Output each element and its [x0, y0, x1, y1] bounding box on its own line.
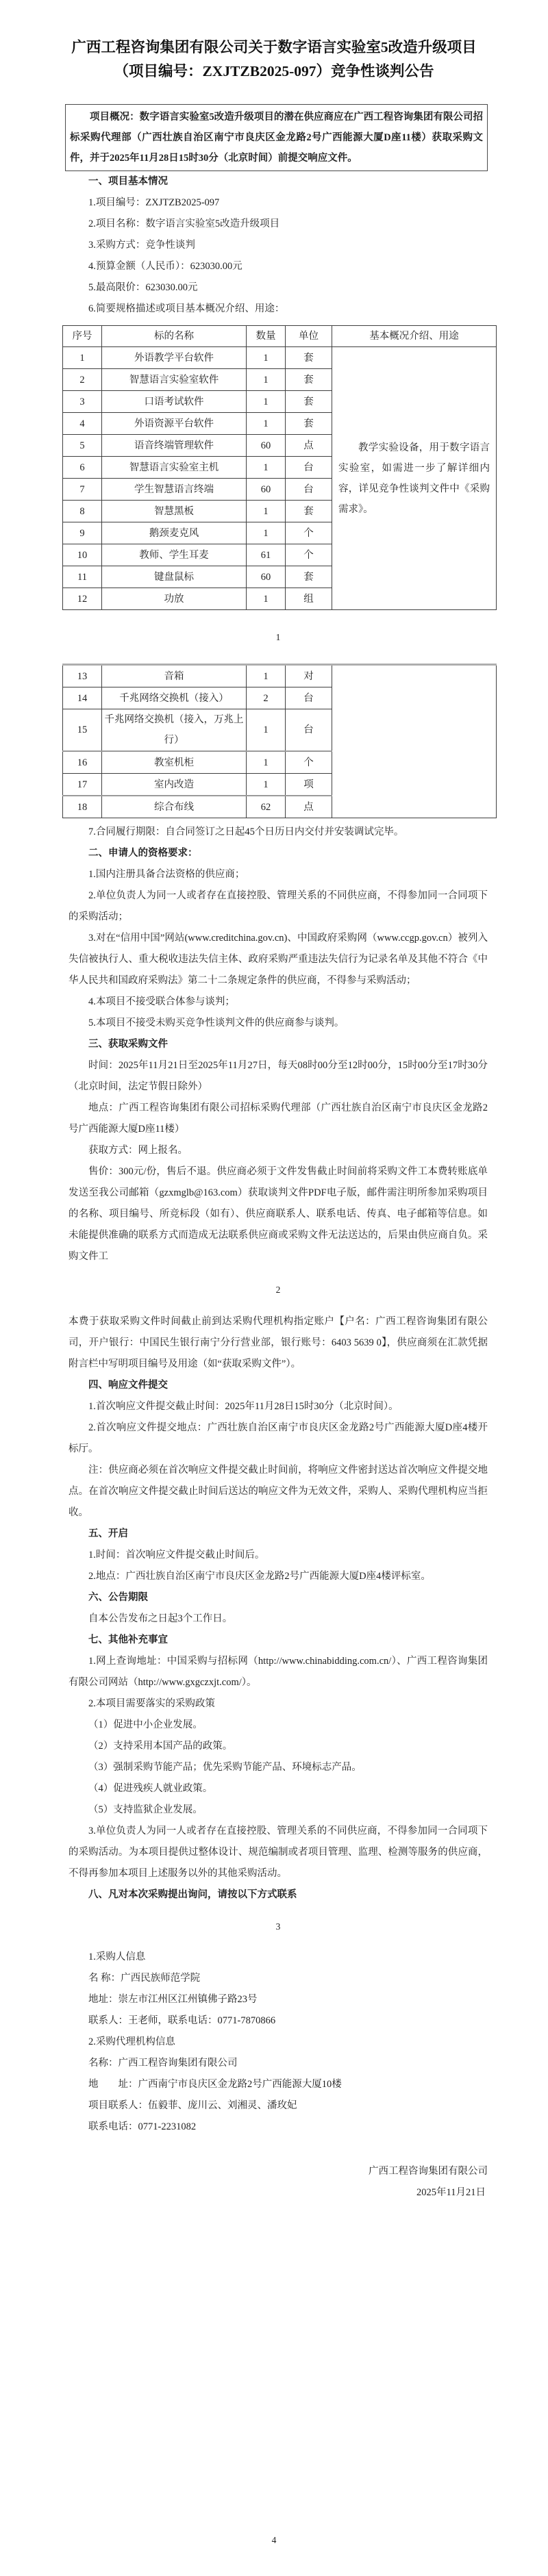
purchaser-contact: 联系人：王老师，联系电话：0771-7870866 [88, 2015, 276, 2026]
cell-seq: 8 [63, 501, 102, 522]
cell-seq: 14 [63, 687, 102, 709]
cell-unit: 套 [286, 347, 332, 369]
paragraph: 1.网上查询地址：中国采购与招标网（http://www.chinabidding.com.cn/）、广西工程咨询集团有限公司网站（http://www.gxgczxjt.com/）。 [68, 1656, 488, 1688]
agency-contacts: 项目联系人：伍毅菲、庞川云、刘湘灵、潘玫妃 [88, 2100, 297, 2111]
page-number-1: 1 [275, 631, 281, 642]
cell-unit: 个 [286, 751, 332, 774]
paragraph: 3.采购方式：竞争性谈判 [88, 240, 195, 251]
cell-seq: 4 [63, 413, 102, 435]
cell-qty: 60 [247, 566, 286, 588]
page-break-2 [68, 1267, 488, 1311]
paragraph: 地点：广西工程咨询集团有限公司招标采购代理部（广西壮族自治区南宁市良庆区金龙路2号广西能源大厦D座11楼） [68, 1102, 488, 1135]
cell-unit: 套 [286, 391, 332, 413]
page-number-4: 4 [271, 2535, 277, 2545]
page-break-3 [68, 1906, 488, 1947]
cell-name: 功放 [102, 588, 247, 610]
paragraph: 5.最高限价：623030.00元 [88, 282, 198, 293]
cell-qty: 60 [247, 435, 286, 457]
cell-name: 外语资源平台软件 [102, 413, 247, 435]
table-row [63, 347, 497, 369]
header-name: 标的名称 [102, 326, 247, 347]
title-line-2: （项目编号：ZXJTZB2025-097）竞争性谈判公告 [114, 63, 434, 79]
cell-seq: 16 [63, 751, 102, 774]
cell-qty: 1 [247, 774, 286, 796]
cell-unit: 套 [286, 369, 332, 391]
cell-name: 智慧黑板 [102, 501, 247, 522]
cell-unit: 台 [286, 479, 332, 501]
purchaser-address: 地址：崇左市江州区江州镇佛子路23号 [88, 1994, 258, 2005]
section-8-heading: 八、凡对本次采购提出询问，请按以下方式联系 [88, 1889, 297, 1900]
cell-qty: 62 [247, 796, 286, 818]
paragraph: 2.首次响应文件提交地点：广西壮族自治区南宁市良庆区金龙路2号广西能源大厦D座4楼开标厅。 [68, 1422, 488, 1454]
document-title [0, 36, 548, 84]
document-body [0, 171, 548, 2204]
agency-address: 地 址：广西南宁市良庆区金龙路2号广西能源大厦10楼 [88, 2079, 342, 2090]
table-note-text: 教学实验设备，用于数字语言实验室，如需进一步了解详细内容，详见竞争性谈判文件中《采购需求》。 [338, 442, 490, 515]
cell-qty: 1 [247, 522, 286, 544]
cell-unit: 组 [286, 588, 332, 610]
page-number-3: 3 [275, 1921, 281, 1932]
page-break-1 [68, 610, 488, 664]
header-note: 基本概况介绍、用途 [332, 326, 497, 347]
cell-unit: 台 [286, 687, 332, 709]
paragraph: 注：供应商必须在首次响应文件提交截止时间前，将响应文件密封送达首次响应文件提交地点。在首次响应文件提交截止时间后送达的响应文件为无效文件，采购人、采购代理机构应当拒收。 [68, 1465, 488, 1518]
paragraph: 1.首次响应文件提交截止时间：2025年11月28日15时30分（北京时间）。 [88, 1401, 399, 1412]
cell-name: 教师、学生耳麦 [102, 544, 247, 566]
title-line-1: 广西工程咨询集团有限公司关于数字语言实验室5改造升级项目 [71, 39, 477, 55]
paragraph: 4.本项目不接受联合体参与谈判； [88, 996, 235, 1007]
cell-qty: 1 [247, 391, 286, 413]
paragraph: 获取方式：网上报名。 [88, 1145, 188, 1156]
cell-seq: 15 [63, 709, 102, 752]
cell-name: 语音终端管理软件 [102, 435, 247, 457]
cell-name: 学生智慧语言终端 [102, 479, 247, 501]
paragraph: 自本公告发布之日起3个工作日。 [88, 1613, 233, 1624]
paragraph: 时间：2025年11月21日至2025年11月27日，每天08时00分至12时00分，15时00分至17时30分（北京时间，法定节假日除外） [68, 1060, 488, 1092]
cell-name: 口语考试软件 [102, 391, 247, 413]
paragraph: 5.本项目不接受未购买竞争性谈判文件的供应商参与谈判。 [88, 1018, 345, 1028]
signature-date: 2025年11月21日 [416, 2187, 486, 2198]
page-break-4 [0, 2204, 548, 2576]
cell-qty: 2 [247, 687, 286, 709]
paragraph: （3）强制采购节能产品；优先采购节能产品、环境标志产品。 [88, 1762, 362, 1773]
paragraph: 7.合同履行期限：自合同签订之日起45个日历日内交付并安装调试完毕。 [88, 826, 404, 837]
cell-unit: 套 [286, 501, 332, 522]
cell-unit: 个 [286, 544, 332, 566]
paragraph: 本费于获取采购文件时间截止前到达采购代理机构指定账户【户名：广西工程咨询集团有限公司，开户银行：中国民生银行南宁分行营业部，银行账号：6403 5639 0】，供应商须在汇款凭据附言栏中写明项目编号及用途（如“获取采购文件”）。 [68, 1316, 488, 1369]
paragraph: 3.对在“信用中国”网站(www.creditchina.gov.cn)、中国政府采购网（www.ccgp.gov.cn）被列入失信被执行人、重大税收违法失信主体、政府采购严重违法失信行为记录名单及其他不符合《中华人民共和国政府采购法》第二十二条规定条件的供应商，不得参与采购活动； [68, 933, 488, 986]
cell-qty: 60 [247, 479, 286, 501]
cell-unit: 点 [286, 435, 332, 457]
cell-qty: 1 [247, 751, 286, 774]
merged-note-cell [332, 347, 497, 610]
project-overview-text: 项目概况：数字语言实验室5改造升级项目的潜在供应商应在广西工程咨询集团有限公司招标采购代理部（广西壮族自治区南宁市良庆区金龙路2号广西能源大厦D座11楼）获取采购文件，并于2025年11月28日15时30分（北京时间）前提交响应文件。 [70, 112, 483, 164]
agency-info-heading: 2.采购代理机构信息 [88, 2036, 175, 2047]
paragraph: 2.地点：广西壮族自治区南宁市良庆区金龙路2号广西能源大厦D座4楼评标室。 [88, 1571, 431, 1582]
cell-seq: 18 [63, 796, 102, 818]
cell-qty: 1 [247, 501, 286, 522]
cell-seq: 6 [63, 457, 102, 479]
cell-seq: 7 [63, 479, 102, 501]
section-5-heading: 五、开启 [88, 1528, 128, 1539]
cell-name: 鹅颈麦克风 [102, 522, 247, 544]
table-row [63, 665, 497, 687]
section-3-heading: 三、获取采购文件 [88, 1039, 168, 1050]
paragraph: 1.国内注册具备合法资格的供应商； [88, 869, 245, 880]
cell-unit: 套 [286, 413, 332, 435]
cell-name: 千兆网络交换机（接入，万兆上行） [102, 709, 247, 752]
cell-name: 外语教学平台软件 [102, 347, 247, 369]
cell-seq: 12 [63, 588, 102, 610]
paragraph: （5）支持监狱企业发展。 [88, 1804, 203, 1815]
cell-name: 综合布线 [102, 796, 247, 818]
paragraph: 3.单位负责人为同一人或者存在直接控股、管理关系的不同供应商，不得参加同一合同项下的采购活动。为本项目提供过整体设计、规范编制或者项目管理、监理、检测等服务的供应商，不得再参加本项目上述服务以外的其他采购活动。 [68, 1826, 488, 1879]
signature-company: 广西工程咨询集团有限公司 [369, 2166, 488, 2177]
paragraph: 4.预算金额（人民币）：623030.00元 [88, 261, 242, 272]
cell-qty: 1 [247, 413, 286, 435]
section-4-heading: 四、响应文件提交 [88, 1380, 168, 1391]
items-table-part2 [62, 664, 497, 818]
cell-unit: 个 [286, 522, 332, 544]
page-number-2: 2 [275, 1284, 281, 1295]
cell-name: 智慧语言实验室软件 [102, 369, 247, 391]
purchaser-name: 名 称：广西民族师范学院 [88, 1973, 201, 1984]
purchaser-info-heading: 1.采购人信息 [88, 1952, 146, 1962]
paragraph: （4）促进残疾人就业政策。 [88, 1783, 213, 1794]
cell-name: 音箱 [102, 665, 247, 687]
cell-qty: 61 [247, 544, 286, 566]
section-7-heading: 七、其他补充事宜 [88, 1634, 168, 1645]
paragraph: （1）促进中小企业发展。 [88, 1719, 203, 1730]
cell-qty: 1 [247, 665, 286, 687]
paragraph: 1.时间：首次响应文件提交截止时间后。 [88, 1550, 265, 1561]
paragraph: 2.项目名称：数字语言实验室5改造升级项目 [88, 218, 280, 229]
cell-seq: 9 [63, 522, 102, 544]
paragraph: 售价：300元/份，售后不退。供应商必须于文件发售截止时间前将采购文件工本费转账底单发送至我公司邮箱（gzxmglb@163.com）获取谈判文件PDF电子版，邮件需注明所参加采购项目的名称、项目编号、所竞标段（如有）、供应商联系人、联系电话、传真、电子邮箱等信息。如未能提供准确的联系方式而造成无法联系供应商或采购文件无法送达的，后果由供应商自负。采购文件工 [68, 1166, 488, 1262]
cell-qty: 1 [247, 457, 286, 479]
cell-qty: 1 [247, 369, 286, 391]
cell-name: 千兆网络交换机（接入） [102, 687, 247, 709]
items-table-part1 [62, 325, 497, 610]
header-qty: 数量 [247, 326, 286, 347]
paragraph: 6.简要规格描述或项目基本概况介绍、用途： [88, 303, 285, 314]
cell-name: 教室机柜 [102, 751, 247, 774]
signature-block [68, 2161, 488, 2204]
cell-seq: 10 [63, 544, 102, 566]
section-2-heading: 二、申请人的资格要求： [88, 848, 198, 859]
header-unit: 单位 [286, 326, 332, 347]
paragraph: （2）支持采用本国产品的政策。 [88, 1741, 233, 1752]
cell-unit: 台 [286, 457, 332, 479]
cell-seq: 17 [63, 774, 102, 796]
cell-seq: 5 [63, 435, 102, 457]
cell-unit: 台 [286, 709, 332, 752]
cell-qty: 1 [247, 588, 286, 610]
header-seq: 序号 [63, 326, 102, 347]
cell-qty: 1 [247, 709, 286, 752]
cell-seq: 2 [63, 369, 102, 391]
paragraph: 2.本项目需要落实的采购政策 [88, 1698, 215, 1709]
cell-unit: 套 [286, 566, 332, 588]
paragraph: 2.单位负责人为同一人或者存在直接控股、管理关系的不同供应商，不得参加同一合同项下的采购活动； [68, 890, 488, 922]
agency-name: 名称：广西工程咨询集团有限公司 [88, 2058, 238, 2069]
section-6-heading: 六、公告期限 [88, 1592, 148, 1603]
cell-name: 键盘鼠标 [102, 566, 247, 588]
cell-name: 室内改造 [102, 774, 247, 796]
table-header-row [63, 326, 497, 347]
cell-seq: 1 [63, 347, 102, 369]
cell-seq: 13 [63, 665, 102, 687]
cell-unit: 对 [286, 665, 332, 687]
cell-unit: 项 [286, 774, 332, 796]
cell-seq: 11 [63, 566, 102, 588]
cell-unit: 点 [286, 796, 332, 818]
agency-phone: 联系电话：0771-2231082 [88, 2121, 197, 2132]
section-1-heading: 一、项目基本情况 [88, 176, 168, 187]
merged-note-cell-empty [332, 665, 497, 818]
cell-name: 智慧语言实验室主机 [102, 457, 247, 479]
paragraph: 1.项目编号：ZXJTZB2025-097 [88, 197, 220, 208]
project-overview-box [65, 104, 488, 171]
cell-qty: 1 [247, 347, 286, 369]
cell-seq: 3 [63, 391, 102, 413]
